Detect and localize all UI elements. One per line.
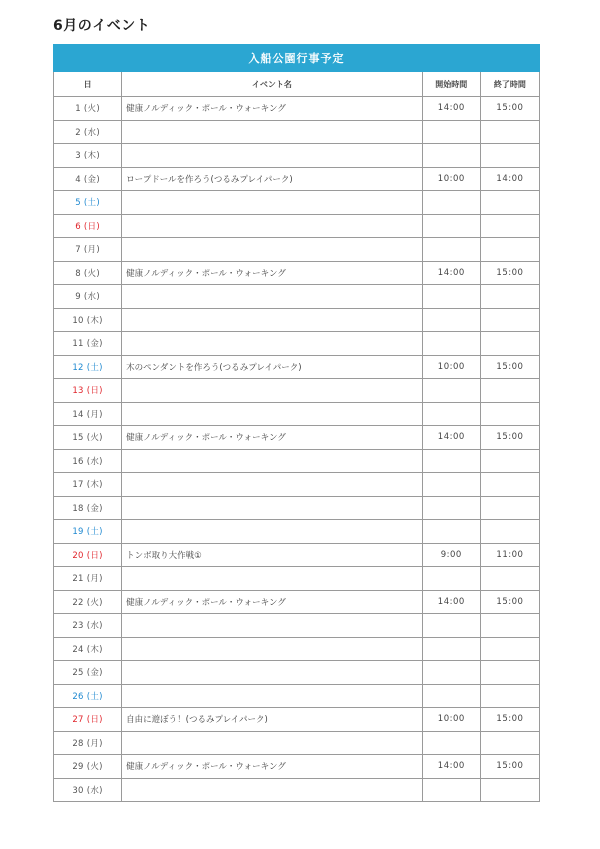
- table-row: [54, 778, 540, 802]
- day-cell: 21 (月): [54, 567, 122, 591]
- event-schedule-table: [53, 44, 540, 802]
- table-row: [54, 261, 540, 285]
- end-time-cell: [480, 520, 539, 544]
- day-cell: 19 (土): [54, 520, 122, 544]
- start-time-cell: [422, 637, 480, 661]
- event-name-cell: [122, 567, 423, 591]
- event-name-cell: [122, 684, 423, 708]
- event-name-cell: [122, 614, 423, 638]
- start-time-cell: [422, 520, 480, 544]
- end-time-cell: [480, 308, 539, 332]
- event-name-cell: [122, 637, 423, 661]
- table-header-row: [54, 72, 540, 97]
- day-cell: 8 (火): [54, 261, 122, 285]
- start-time-cell: [422, 144, 480, 168]
- day-cell: 15 (火): [54, 426, 122, 450]
- table-row: [54, 661, 540, 685]
- end-time-cell: [480, 614, 539, 638]
- end-time-cell: [480, 144, 539, 168]
- day-cell: 29 (火): [54, 755, 122, 779]
- end-time-cell: [480, 191, 539, 215]
- day-cell: 5 (土): [54, 191, 122, 215]
- day-cell: 12 (土): [54, 355, 122, 379]
- column-header-event: イベント名: [122, 72, 423, 97]
- table-row: [54, 308, 540, 332]
- start-time-cell: [422, 214, 480, 238]
- end-time-cell: [480, 238, 539, 262]
- end-time-cell: 15:00: [480, 426, 539, 450]
- table-row: [54, 614, 540, 638]
- day-cell: 4 (金): [54, 167, 122, 191]
- event-name-cell: [122, 520, 423, 544]
- end-time-cell: [480, 567, 539, 591]
- table-row: [54, 355, 540, 379]
- start-time-cell: [422, 120, 480, 144]
- event-name-cell: トンボ取り大作戦①: [122, 543, 423, 567]
- table-row: [54, 449, 540, 473]
- event-name-cell: 自由に遊ぼう！(つるみプレイパーク): [122, 708, 423, 732]
- table-body: [54, 97, 540, 802]
- day-cell: 16 (水): [54, 449, 122, 473]
- end-time-cell: 15:00: [480, 755, 539, 779]
- event-name-cell: [122, 496, 423, 520]
- end-time-cell: 15:00: [480, 708, 539, 732]
- start-time-cell: [422, 778, 480, 802]
- start-time-cell: 14:00: [422, 426, 480, 450]
- table-row: [54, 684, 540, 708]
- day-cell: 13 (日): [54, 379, 122, 403]
- day-cell: 20 (日): [54, 543, 122, 567]
- event-name-cell: [122, 731, 423, 755]
- day-cell: 24 (木): [54, 637, 122, 661]
- start-time-cell: [422, 684, 480, 708]
- end-time-cell: 15:00: [480, 261, 539, 285]
- table-row: [54, 708, 540, 732]
- end-time-cell: [480, 778, 539, 802]
- end-time-cell: [480, 214, 539, 238]
- table-row: [54, 214, 540, 238]
- day-cell: 22 (火): [54, 590, 122, 614]
- table-row: [54, 543, 540, 567]
- event-name-cell: [122, 120, 423, 144]
- column-header-day: 日: [54, 72, 122, 97]
- day-cell: 9 (水): [54, 285, 122, 309]
- table-row: [54, 520, 540, 544]
- start-time-cell: [422, 379, 480, 403]
- table-caption: 入船公園行事予定: [54, 45, 540, 72]
- table-row: [54, 379, 540, 403]
- day-cell: 26 (土): [54, 684, 122, 708]
- event-name-cell: 木のペンダントを作ろう(つるみプレイパーク): [122, 355, 423, 379]
- event-name-cell: 健康ノルディック・ポール・ウォーキング: [122, 97, 423, 121]
- event-name-cell: [122, 778, 423, 802]
- start-time-cell: 9:00: [422, 543, 480, 567]
- day-cell: 10 (木): [54, 308, 122, 332]
- start-time-cell: [422, 285, 480, 309]
- end-time-cell: [480, 449, 539, 473]
- table-row: [54, 332, 540, 356]
- event-name-cell: [122, 144, 423, 168]
- end-time-cell: [480, 379, 539, 403]
- event-name-cell: [122, 402, 423, 426]
- end-time-cell: 11:00: [480, 543, 539, 567]
- end-time-cell: 14:00: [480, 167, 539, 191]
- start-time-cell: [422, 332, 480, 356]
- table-row: [54, 285, 540, 309]
- event-name-cell: [122, 214, 423, 238]
- event-name-cell: 健康ノルディック・ポール・ウォーキング: [122, 755, 423, 779]
- table-row: [54, 496, 540, 520]
- day-cell: 2 (水): [54, 120, 122, 144]
- end-time-cell: 15:00: [480, 355, 539, 379]
- table-row: [54, 144, 540, 168]
- event-name-cell: 健康ノルディック・ポール・ウォーキング: [122, 590, 423, 614]
- end-time-cell: [480, 637, 539, 661]
- table-row: [54, 167, 540, 191]
- start-time-cell: [422, 496, 480, 520]
- day-cell: 25 (金): [54, 661, 122, 685]
- event-name-cell: [122, 661, 423, 685]
- day-cell: 14 (月): [54, 402, 122, 426]
- start-time-cell: 10:00: [422, 355, 480, 379]
- table-row: [54, 755, 540, 779]
- start-time-cell: 10:00: [422, 167, 480, 191]
- day-cell: 28 (月): [54, 731, 122, 755]
- day-cell: 17 (木): [54, 473, 122, 497]
- event-name-cell: [122, 379, 423, 403]
- end-time-cell: [480, 285, 539, 309]
- event-name-cell: [122, 332, 423, 356]
- start-time-cell: 14:00: [422, 590, 480, 614]
- start-time-cell: [422, 402, 480, 426]
- day-cell: 18 (金): [54, 496, 122, 520]
- start-time-cell: [422, 614, 480, 638]
- day-cell: 6 (日): [54, 214, 122, 238]
- day-cell: 27 (日): [54, 708, 122, 732]
- event-name-cell: 健康ノルディック・ポール・ウォーキング: [122, 426, 423, 450]
- start-time-cell: [422, 308, 480, 332]
- end-time-cell: [480, 661, 539, 685]
- end-time-cell: [480, 332, 539, 356]
- event-name-cell: [122, 449, 423, 473]
- table-row: [54, 731, 540, 755]
- table-row: [54, 567, 540, 591]
- event-name-cell: ロープドールを作ろう(つるみプレイパーク): [122, 167, 423, 191]
- column-header-end-time: 終了時間: [480, 72, 539, 97]
- event-name-cell: [122, 285, 423, 309]
- column-header-start-time: 開始時間: [422, 72, 480, 97]
- table-row: [54, 473, 540, 497]
- end-time-cell: 15:00: [480, 590, 539, 614]
- table-row: [54, 637, 540, 661]
- start-time-cell: [422, 449, 480, 473]
- table-row: [54, 120, 540, 144]
- start-time-cell: [422, 731, 480, 755]
- start-time-cell: [422, 238, 480, 262]
- end-time-cell: [480, 684, 539, 708]
- end-time-cell: [480, 496, 539, 520]
- day-cell: 3 (木): [54, 144, 122, 168]
- start-time-cell: 14:00: [422, 261, 480, 285]
- table-row: [54, 97, 540, 121]
- event-name-cell: [122, 473, 423, 497]
- table-row: [54, 191, 540, 215]
- end-time-cell: 15:00: [480, 97, 539, 121]
- table-caption-row: [54, 45, 540, 72]
- start-time-cell: [422, 567, 480, 591]
- start-time-cell: [422, 473, 480, 497]
- event-name-cell: [122, 308, 423, 332]
- end-time-cell: [480, 120, 539, 144]
- end-time-cell: [480, 402, 539, 426]
- day-cell: 23 (水): [54, 614, 122, 638]
- start-time-cell: 10:00: [422, 708, 480, 732]
- start-time-cell: 14:00: [422, 755, 480, 779]
- event-name-cell: [122, 191, 423, 215]
- day-cell: 1 (火): [54, 97, 122, 121]
- end-time-cell: [480, 473, 539, 497]
- end-time-cell: [480, 731, 539, 755]
- start-time-cell: [422, 661, 480, 685]
- day-cell: 11 (金): [54, 332, 122, 356]
- event-name-cell: 健康ノルディック・ポール・ウォーキング: [122, 261, 423, 285]
- day-cell: 30 (水): [54, 778, 122, 802]
- start-time-cell: [422, 191, 480, 215]
- day-cell: 7 (月): [54, 238, 122, 262]
- table-row: [54, 426, 540, 450]
- table-row: [54, 238, 540, 262]
- table-row: [54, 402, 540, 426]
- table-row: [54, 590, 540, 614]
- event-name-cell: [122, 238, 423, 262]
- page-title: 6月のイベント: [53, 18, 151, 34]
- start-time-cell: 14:00: [422, 97, 480, 121]
